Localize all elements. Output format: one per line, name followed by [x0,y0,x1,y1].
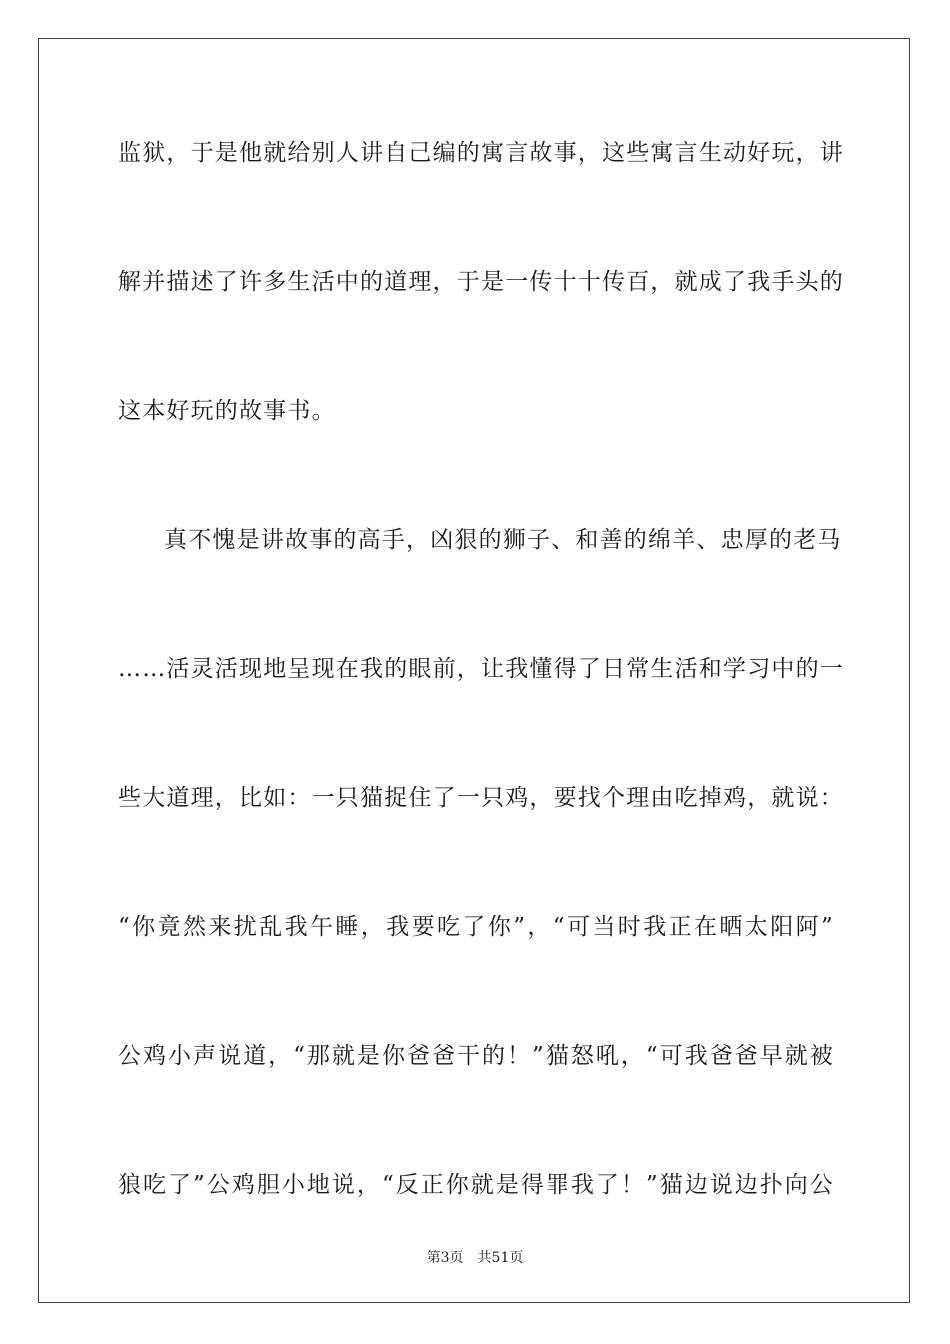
text-line: ……活灵活现地呈现在我的眼前，让我懂得了日常生活和学习中的一 [118,656,844,682]
paragraph-2 [118,517,844,1291]
text-line: 公鸡小声说道，“那就是你爸爸干的！”猫怒吼，“可我爸爸早就被 [118,1043,834,1069]
text-line: 这本好玩的故事书。 [118,398,336,424]
text-line: 解并描述了许多生活中的道理，于是一传十十传百，就成了我手头的 [118,269,844,295]
total-pages: 共51页 [477,1250,524,1266]
text-line: 真不愧是讲故事的高手，凶狠的狮子、和善的绵羊、忠厚的老马 [164,527,842,553]
text-line: “你竟然来扰乱我午睡，我要吃了你”，“可当时我正在晒太阳阿” [118,914,834,940]
text-line: 监狱，于是他就给别人讲自己编的寓言故事，这些寓言生动好玩，讲 [118,140,844,166]
paragraph-1 [118,130,844,517]
page-footer [0,1247,950,1267]
page-number: 第3页 [426,1250,464,1266]
text-line: 些大道理，比如：一只猫捉住了一只鸡，要找个理由吃掉鸡，就说： [118,785,844,811]
document-body [118,130,844,1291]
text-line: 狼吃了”公鸡胆小地说，“反正你就是得罪我了！”猫边说边扑向公 [118,1172,834,1198]
